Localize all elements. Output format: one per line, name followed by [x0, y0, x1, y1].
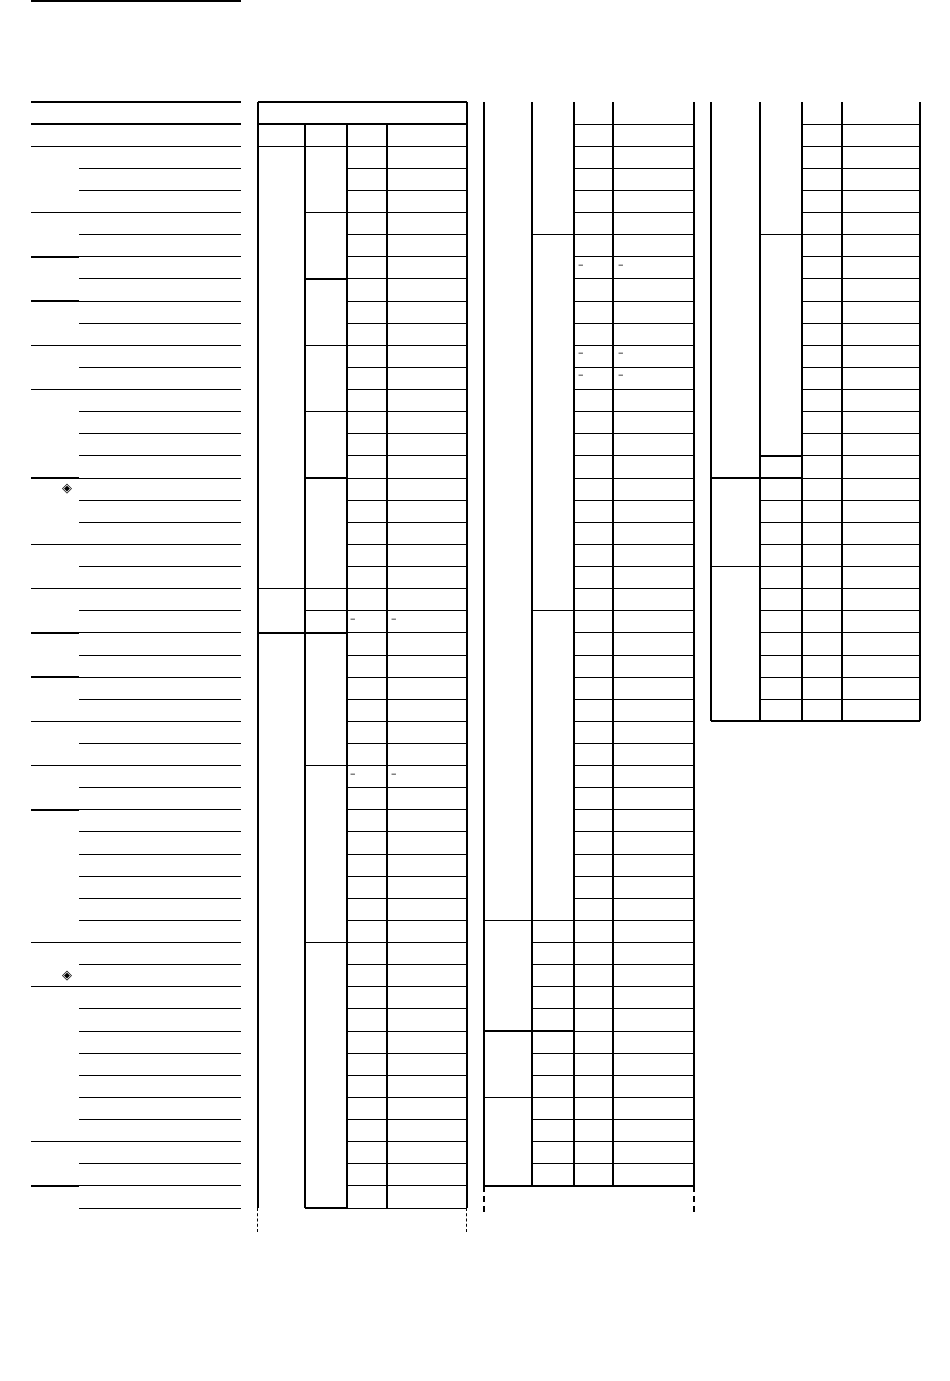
table-rule [79, 1075, 241, 1076]
table-rule [574, 146, 694, 147]
table-rule [79, 433, 241, 434]
table-1-group-rule [31, 986, 79, 987]
table-rule [347, 345, 467, 346]
table-rule [760, 544, 802, 545]
table-rule [532, 1163, 574, 1164]
table-1-border [31, 101, 241, 103]
table-rule [79, 544, 241, 545]
table-1-group-rule [31, 477, 79, 478]
table-rule [574, 1141, 694, 1142]
table-rule [79, 632, 241, 633]
table-2-group-rule [305, 212, 347, 213]
table-rule [760, 677, 802, 678]
table-rule [79, 986, 241, 987]
table-1-group-rule [31, 942, 79, 943]
table-rule [347, 212, 467, 213]
table-rule [79, 831, 241, 832]
table-rule [79, 389, 241, 390]
table-rule [760, 566, 802, 567]
table-rule [802, 677, 920, 678]
table-rule [347, 831, 467, 832]
table-rule [574, 522, 694, 523]
table-rule [574, 986, 694, 987]
table-rule [347, 1163, 467, 1164]
table-rule [347, 411, 467, 412]
table-4-group-rule [760, 234, 802, 235]
table-rule [574, 566, 694, 567]
table-rule [347, 876, 467, 877]
table-rule [802, 433, 920, 434]
table-rule [574, 610, 694, 611]
table-2-group-rule [305, 477, 347, 478]
table-rule [532, 964, 574, 965]
table-rule [79, 854, 241, 855]
table-rule [79, 1119, 241, 1120]
table-rule [574, 190, 694, 191]
table-rule [347, 610, 467, 611]
table-rule [574, 809, 694, 810]
table-rule [574, 876, 694, 877]
table-1-group-rule [31, 1185, 79, 1186]
table-2-group-rule [305, 345, 347, 346]
table-rule [79, 610, 241, 611]
table-1-group-rule [31, 676, 79, 677]
table-rule [258, 123, 467, 124]
table-1-group-rule [31, 544, 79, 545]
table-rule [79, 1008, 241, 1009]
table-rule [802, 367, 920, 368]
table-rule [79, 1163, 241, 1164]
table-rule [802, 566, 920, 567]
table-rule [574, 721, 694, 722]
table-2-group-rule [305, 411, 347, 412]
table-1-group-rule [31, 632, 79, 633]
table-rule [574, 765, 694, 766]
table-rule [802, 588, 920, 589]
table-rule [347, 367, 467, 368]
table-rule [574, 1119, 694, 1120]
table-rule [802, 168, 920, 169]
table-rule [574, 1097, 694, 1098]
table-rule [574, 677, 694, 678]
table-rule [347, 256, 467, 257]
table-rule [574, 1075, 694, 1076]
table-rule [759, 102, 760, 721]
table-1-group-rule [31, 721, 79, 722]
table-rule [760, 588, 802, 589]
table-4-border [710, 102, 712, 721]
dash-mark: – [350, 766, 356, 780]
table-rule [347, 234, 467, 235]
table-rule [532, 1141, 574, 1142]
table-rule [346, 124, 347, 1208]
table-rule [79, 256, 241, 257]
table-rule [79, 411, 241, 412]
continuation-line [483, 1186, 485, 1212]
table-rule [386, 124, 387, 1208]
table-rule [574, 124, 694, 125]
table-rule [802, 455, 920, 456]
table-rule [347, 699, 467, 700]
table-rule [347, 1075, 467, 1076]
table-rule [802, 146, 920, 147]
table-rule [79, 964, 241, 965]
table-rule [574, 455, 694, 456]
table-rule [79, 1141, 241, 1142]
table-rule [347, 632, 467, 633]
table-rule [802, 301, 920, 302]
table-rule [79, 1208, 241, 1209]
table-2-border [258, 101, 467, 103]
table-rule [305, 610, 347, 611]
table-rule [31, 146, 241, 147]
table-rule [347, 500, 467, 501]
table-rule [574, 787, 694, 788]
table-rule [532, 986, 574, 987]
table-2-group-rule [258, 632, 347, 633]
dash-mark: – [618, 257, 624, 271]
table-rule [79, 478, 241, 479]
table-rule [802, 389, 920, 390]
table-rule [760, 655, 802, 656]
table-rule [802, 256, 920, 257]
table-rule [347, 677, 467, 678]
table-rule [347, 455, 467, 456]
table-rule [347, 1141, 467, 1142]
table-2-border [257, 102, 259, 1208]
table-rule [532, 1097, 574, 1098]
table-3-border [483, 102, 485, 1186]
table-rule [574, 588, 694, 589]
table-rule [574, 544, 694, 545]
table-rule [532, 1075, 574, 1076]
table-rule [79, 677, 241, 678]
table-rule [574, 367, 694, 368]
table-rule [574, 632, 694, 633]
table-rule [347, 1119, 467, 1120]
table-rule [574, 212, 694, 213]
table-rule [802, 632, 920, 633]
table-rule [574, 743, 694, 744]
table-rule [802, 190, 920, 191]
table-rule [532, 942, 574, 943]
table-rule [802, 610, 920, 611]
table-rule [347, 721, 467, 722]
table-1-group-rule [31, 765, 79, 766]
table-rule [31, 123, 241, 124]
table-3-border [484, 1185, 694, 1187]
table-rule [574, 256, 694, 257]
table-rule [347, 964, 467, 965]
dash-mark: – [578, 257, 584, 271]
table-rule [574, 699, 694, 700]
table-rule [79, 721, 241, 722]
table-rule [79, 588, 241, 589]
table-rule [574, 411, 694, 412]
table-2-group-rule [305, 942, 347, 943]
dash-mark: – [618, 368, 624, 382]
table-rule [347, 920, 467, 921]
table-rule [760, 522, 802, 523]
table-rule [802, 522, 920, 523]
table-rule [79, 876, 241, 877]
table-rule [574, 942, 694, 943]
table-rule [760, 610, 802, 611]
table-rule [347, 942, 467, 943]
table-rule [347, 1053, 467, 1054]
table-3-group-rule [484, 920, 574, 921]
table-rule [347, 854, 467, 855]
table-4-group-rule [760, 455, 802, 456]
table-1-group-rule [31, 300, 79, 301]
table-rule [760, 699, 802, 700]
table-rule [79, 234, 241, 235]
table-rule [802, 323, 920, 324]
table-rule [347, 809, 467, 810]
table-rule [574, 234, 694, 235]
table-1-group-rule [31, 1141, 79, 1142]
table-rule [79, 787, 241, 788]
table-rule [574, 854, 694, 855]
dash-mark: – [578, 346, 584, 360]
table-rule [802, 278, 920, 279]
table-rule [79, 655, 241, 656]
table-rule [347, 301, 467, 302]
table-rule [802, 212, 920, 213]
table-rule [347, 522, 467, 523]
table-rule [347, 765, 467, 766]
continuation-line [466, 1208, 467, 1232]
table-4-border [711, 720, 920, 722]
table-rule [532, 1053, 574, 1054]
table-rule [79, 455, 241, 456]
table-rule [79, 699, 241, 700]
table-rule [574, 1008, 694, 1009]
table-2-group-rule [305, 765, 347, 766]
table-rule [79, 809, 241, 810]
table-rule [79, 345, 241, 346]
table-rule [532, 1008, 574, 1009]
table-rule [347, 278, 467, 279]
table-1-group-rule [31, 588, 79, 589]
table-1-group-rule [31, 212, 79, 213]
table-3-group-rule [532, 610, 574, 611]
table-rule [802, 500, 920, 501]
table-rule [760, 632, 802, 633]
table-1-group-rule [31, 389, 79, 390]
table-rule [574, 1163, 694, 1164]
dash-mark: – [618, 346, 624, 360]
table-rule [802, 655, 920, 656]
table-rule [574, 389, 694, 390]
table-rule [79, 566, 241, 567]
table-rule [574, 898, 694, 899]
table-rule [574, 301, 694, 302]
table-rule [574, 500, 694, 501]
table-rule [347, 566, 467, 567]
table-rule [760, 500, 802, 501]
table-rule [79, 920, 241, 921]
table-rule [574, 831, 694, 832]
table-rule [531, 102, 532, 1186]
table-rule [347, 478, 467, 479]
table-rule [79, 367, 241, 368]
table-1-group-rule [31, 345, 79, 346]
table-rule [79, 323, 241, 324]
table-rule [79, 743, 241, 744]
table-rule [574, 168, 694, 169]
table-rule [347, 168, 467, 169]
table-rule [573, 102, 574, 1186]
table-rule [79, 212, 241, 213]
table-rule [258, 146, 467, 147]
table-rule [347, 898, 467, 899]
table-rule [305, 1207, 347, 1208]
table-3-border [693, 102, 695, 1186]
diamond-cross-icon: ◈ [62, 481, 72, 497]
table-rule [802, 124, 920, 125]
table-rule [79, 190, 241, 191]
table-rule [532, 1119, 574, 1120]
table-rule [347, 190, 467, 191]
table-rule [347, 1008, 467, 1009]
table-2-group-rule [305, 278, 347, 279]
table-rule [347, 787, 467, 788]
table-rule [79, 1031, 241, 1032]
table-rule [347, 655, 467, 656]
table-rule [574, 920, 694, 921]
table-rule [79, 942, 241, 943]
table-rule [79, 278, 241, 279]
dash-mark: – [350, 611, 356, 625]
table-rule [802, 544, 920, 545]
table-1-border [31, 0, 241, 2]
table-rule [347, 1185, 467, 1186]
diamond-cross-icon: ◈ [62, 967, 72, 983]
table-rule [347, 1208, 467, 1209]
dash-mark: – [391, 611, 397, 625]
table-2-group-rule [258, 588, 347, 589]
table-rule [532, 1031, 574, 1032]
table-rule [574, 964, 694, 965]
table-rule [347, 544, 467, 545]
table-rule [802, 411, 920, 412]
table-rule [574, 433, 694, 434]
table-rule [347, 433, 467, 434]
table-rule [574, 1031, 694, 1032]
table-rule [347, 588, 467, 589]
table-rule [802, 478, 920, 479]
table-rule [802, 345, 920, 346]
table-rule [347, 323, 467, 324]
dash-mark: – [578, 368, 584, 382]
table-4-group-rule [711, 477, 802, 478]
table-rule [347, 1097, 467, 1098]
table-rule [802, 234, 920, 235]
table-rule [79, 765, 241, 766]
table-rule [79, 1097, 241, 1098]
table-rule [347, 743, 467, 744]
table-rule [347, 389, 467, 390]
table-1-group-rule [31, 809, 79, 810]
table-rule [347, 986, 467, 987]
table-1-group-rule [31, 256, 79, 257]
table-rule [574, 478, 694, 479]
continuation-line [693, 1186, 695, 1212]
table-rule [802, 699, 920, 700]
table-rule [79, 1185, 241, 1186]
table-rule [79, 168, 241, 169]
continuation-line [257, 1208, 258, 1232]
table-rule [347, 1031, 467, 1032]
table-rule [304, 124, 305, 1208]
table-rule [612, 102, 613, 1186]
table-rule [79, 898, 241, 899]
table-3-group-rule [532, 234, 574, 235]
table-rule [79, 301, 241, 302]
table-rule [574, 345, 694, 346]
table-rule [79, 500, 241, 501]
table-rule [574, 278, 694, 279]
table-rule [574, 1053, 694, 1054]
dash-mark: – [391, 766, 397, 780]
table-rule [79, 1053, 241, 1054]
table-rule [79, 522, 241, 523]
table-rule [574, 655, 694, 656]
table-rule [574, 323, 694, 324]
